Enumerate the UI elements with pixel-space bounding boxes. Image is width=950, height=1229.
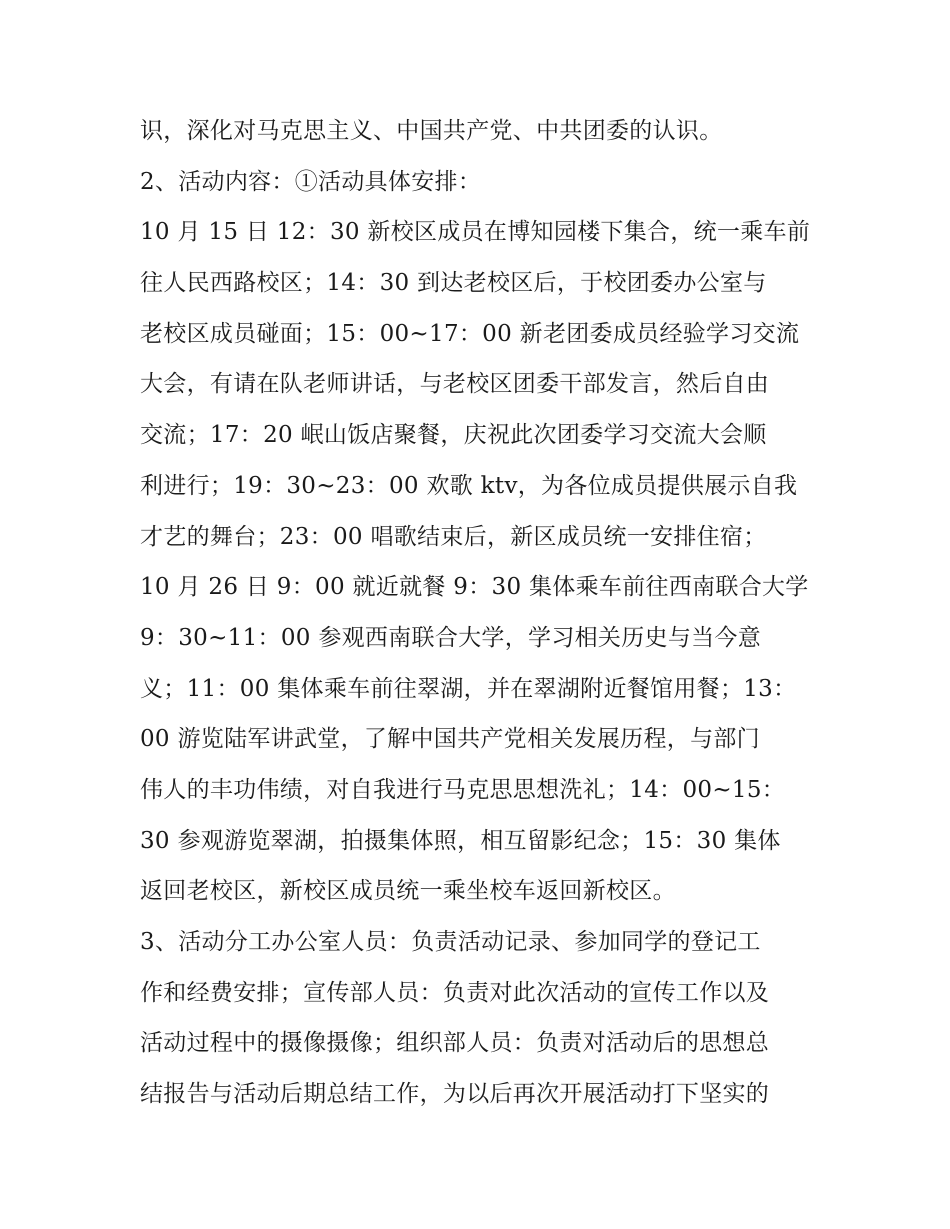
text-line: 返回老校区，新校区成员统一乘坐校车返回新校区。 (140, 878, 676, 905)
body-text (140, 106, 820, 1120)
text-line: 往人民西路校区；14：30 到达老校区后，于校团委办公室与 (140, 270, 767, 297)
text-line: 大会，有请在队老师讲话，与老校区团委干部发言，然后自由 (140, 371, 770, 398)
text-line: 3、活动分工办公室人员：负责活动记录、参加同学的登记工 (140, 929, 761, 955)
text-line: 作和经费安排；宣传部人员：负责对此次活动的宣传工作以及 (140, 979, 770, 1006)
text-line: 交流；17：20 岷山饭店聚餐，庆祝此次团委学习交流大会顺 (140, 422, 767, 449)
text-line: 利进行；19：30~23：00 欢歌 ktv，为各位成员提供展示自我 (140, 472, 798, 499)
text-line: 识，深化对马克思主义、中国共产党、中共团委的认识。 (140, 118, 723, 144)
text-line: 老校区成员碰面；15：00~17：00 新老团委成员经验学习交流 (140, 320, 800, 347)
text-line: 伟人的丰功伟绩，对自我进行马克思思想洗礼；14：00~15： (140, 776, 786, 803)
text-line: 结报告与活动后期总结工作，为以后再次开展活动打下坚实的 (140, 1081, 770, 1108)
text-line: 9：30~11：00 参观西南联合大学，学习相关历史与当今意 (140, 624, 762, 651)
text-line: 才艺的舞台；23：00 唱歌结束后，新区成员统一安排住宿； (140, 523, 767, 550)
text-line: 2、活动内容：①活动具体安排： (140, 168, 482, 195)
text-line: 活动过程中的摄像摄像；组织部人员：负责对活动后的思想总 (140, 1030, 770, 1057)
text-line: 00 游览陆军讲武堂，了解中国共产党相关发展历程，与部门 (140, 726, 760, 753)
text-line: 义；11：00 集体乘车前往翠湖，并在翠湖附近餐馆用餐；13： (140, 675, 797, 702)
text-line: 10 月 15 日 12：30 新校区成员在博知园楼下集合，统一乘车前 (140, 219, 811, 246)
text-line: 10 月 26 日 9：00 就近就餐 9：30 集体乘车前往西南联合大学 (140, 574, 809, 601)
text-line: 30 参观游览翠湖，拍摄集体照，相互留影纪念；15：30 集体 (140, 827, 781, 854)
